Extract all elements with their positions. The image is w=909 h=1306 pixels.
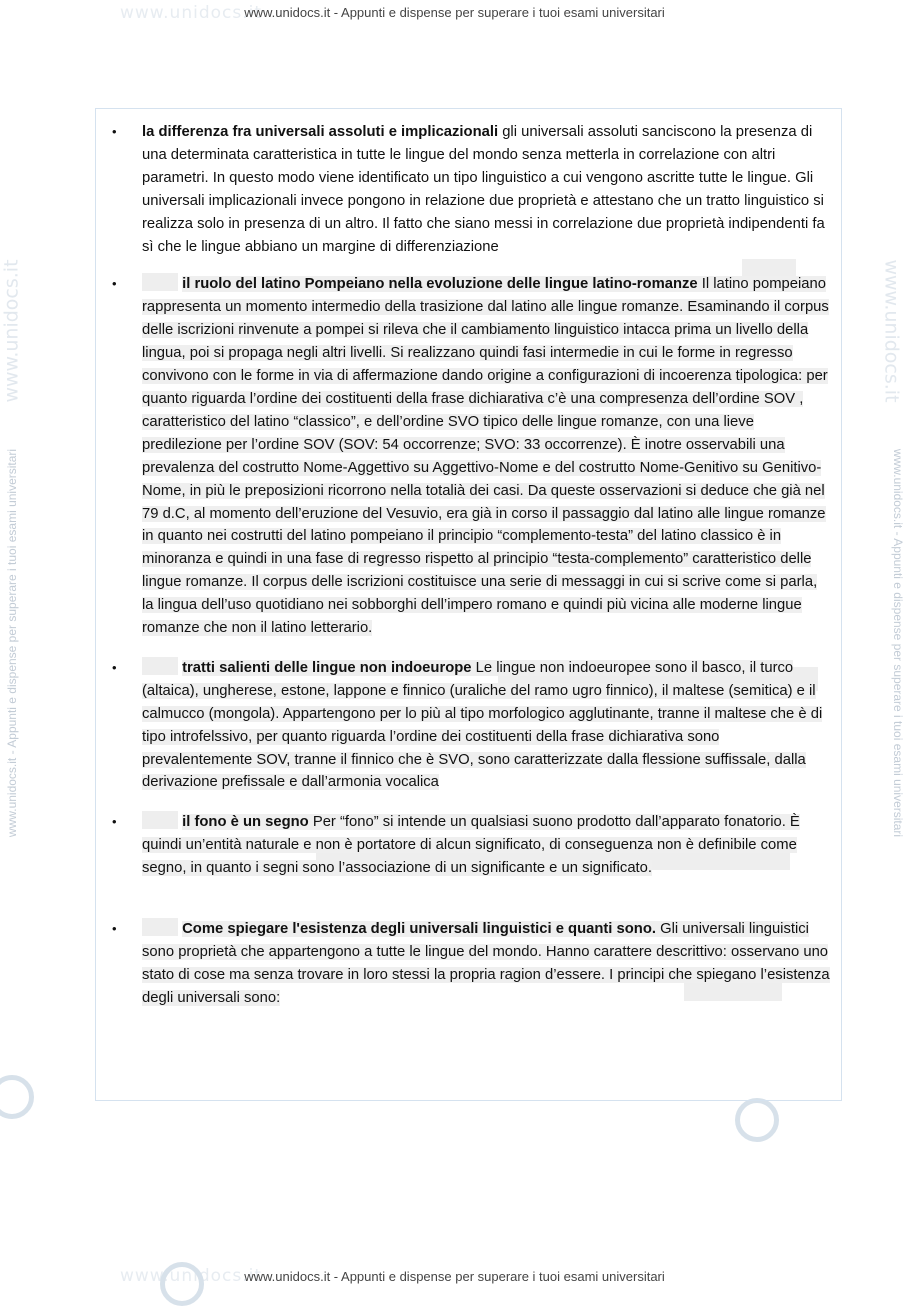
bullet: •	[112, 659, 117, 675]
list-item	[112, 811, 832, 880]
list-item	[112, 273, 832, 640]
item-heading: la differenza fra universali assoluti e implicazionali	[142, 124, 499, 140]
highlight-shade	[142, 918, 178, 936]
bullet: •	[112, 921, 117, 937]
bullet: •	[112, 124, 117, 139]
item-body: Le lingue non indoeuropee sono il basco, il turco (altaica), ungherese, estone, lappone e finnico (uraliche del ramo ugro finnico), il maltese (semitica) e il calmucco (mongola). Appartengono per lo più al tipo morfologico agglutinante, tranne il maltese che è di tipo introfelssivo, per quanto riguarda l’ordine dei costituenti della frase dichiarativa sono prevalentemente SOV, tranne il finnico che è SVO, sono caratterizzate dalla flessione suffissale, dalla derivazione prefissale e dall’armonia vocalica	[142, 659, 823, 791]
highlight-shade	[142, 811, 178, 829]
list-item	[112, 657, 832, 794]
document-body	[112, 121, 832, 1010]
watermark-top: www.unidocs.it - Appunti e dispense per superare i tuoi esami universitari	[244, 5, 665, 20]
watermark-faint: www.unidocs.it	[880, 259, 903, 403]
item-heading: Come spiegare l'esistenza degli universali linguistici e quanti sono.	[182, 921, 656, 938]
watermark-faint: www.unidocs.it	[120, 1266, 263, 1286]
highlight-shade	[142, 273, 178, 291]
watermark-right: www.unidocs.it - Appunti e dispense per superare i tuoi esami universitari	[891, 448, 905, 838]
watermark-faint: www.unidocs.it	[0, 259, 23, 403]
unidocs-logo-icon	[735, 1098, 779, 1142]
item-heading: il ruolo del latino Pompeiano nella evoluzione delle lingue latino-romanze	[182, 276, 698, 293]
unidocs-logo-icon	[0, 1075, 34, 1119]
watermark-left: www.unidocs.it - Appunti e dispense per superare i tuoi esami universitari	[5, 448, 19, 838]
watermark-faint: www.unidocs.it	[120, 3, 263, 23]
list-item	[112, 918, 832, 1010]
item-body: Per “fono” si intende un qualsiasi suono prodotto dall’apparato fonatorio. È quindi un’entità naturale e non è portatore di alcun significato, di conseguenza non è definibile come segno, in quanto i segni sono l’associazione di un significante e un significato.	[142, 814, 800, 877]
bullet: •	[112, 814, 117, 830]
item-heading: il fono è un segno	[182, 814, 309, 831]
bullet: •	[112, 276, 117, 292]
list-item	[112, 121, 832, 258]
item-body: Il latino pompeiano rappresenta un momento intermedio della trasizione dal latino alle lingue romanze. Esaminando il corpus delle iscrizioni rinvenute a pompei si rileva che il cambiamento linguistico intacca prima un livello della lingua, poi si propaga negli altri livelli. Si realizzano quindi fasi intermedie in cui le forme in regresso convivono con le forme in via di affermazione dando origine a configurazioni di incoerenza tipologica: per quanto riguarda l’ordine dei costituenti della frase dichiarativa c’è una compresenza dell’ordine SOV , caratteristico del latino “classico”, e dell’ordine SVO tipico delle lingue romanze, con una lieve predilezione per l’ordine SOV (SOV: 54 occorrenze; SVO: 33 occorrenze). È inotre osservabili una prevalenza del costrutto Nome-Aggettivo su Aggettivo-Nome e del costrutto Nome-Genitivo su Genitivo-Nome, in più le preposizioni ricorrono nella totalià dei casi. Da queste osservazioni si deduce che già nel 79 d.C, al momento dell’eruzione del Vesuvio, era già in corso il passaggio dal latino alle lingue romanze in quanto nei costrutti del latino pompeiano il principio “complemento-testa” del latino classico è in minoranza e quindi in una fase di regresso rispetto al principio “testa-complemento” caratteristico delle lingue romanze. Il corpus delle iscrizioni costituisce una serie di messaggi in cui si scrive come si parla, la lingua dell’uso quotidiano nei sobborghi dell’impero romano e quindi più vicina alle moderne lingue romanze che non il latino letterario.	[142, 276, 829, 637]
watermark-bottom: www.unidocs.it - Appunti e dispense per superare i tuoi esami universitari	[244, 1269, 665, 1284]
item-body: gli universali assoluti sanciscono la presenza di una determinata caratteristica in tutte le lingue del mondo senza metterla in correlazione con altri parametri. In questo modo viene identificato un tipo linguistico a cui vengono ascritte tutte le lingue. Gli universali implicazionali invece pongono in relazione due proprietà e attestano che un tratto linguistico si realizza solo in presenza di un altro. Il fatto che siano messi in correlazione due proprietà indipendenti fa sì che le lingue abbiano un margine di differenziazione	[142, 124, 825, 255]
highlight-shade	[142, 657, 178, 675]
item-body: Gli universali linguistici sono proprietà che appartengono a tutte le lingue del mondo. Hanno carattere descrittivo: osservano uno stato di cose ma senza trovare in loro stessi la propria ragion d’essere. I principi che spiegano l’esistenza degli universali sono:	[142, 921, 830, 1006]
item-heading: tratti salienti delle lingue non indoeurope	[182, 659, 472, 676]
